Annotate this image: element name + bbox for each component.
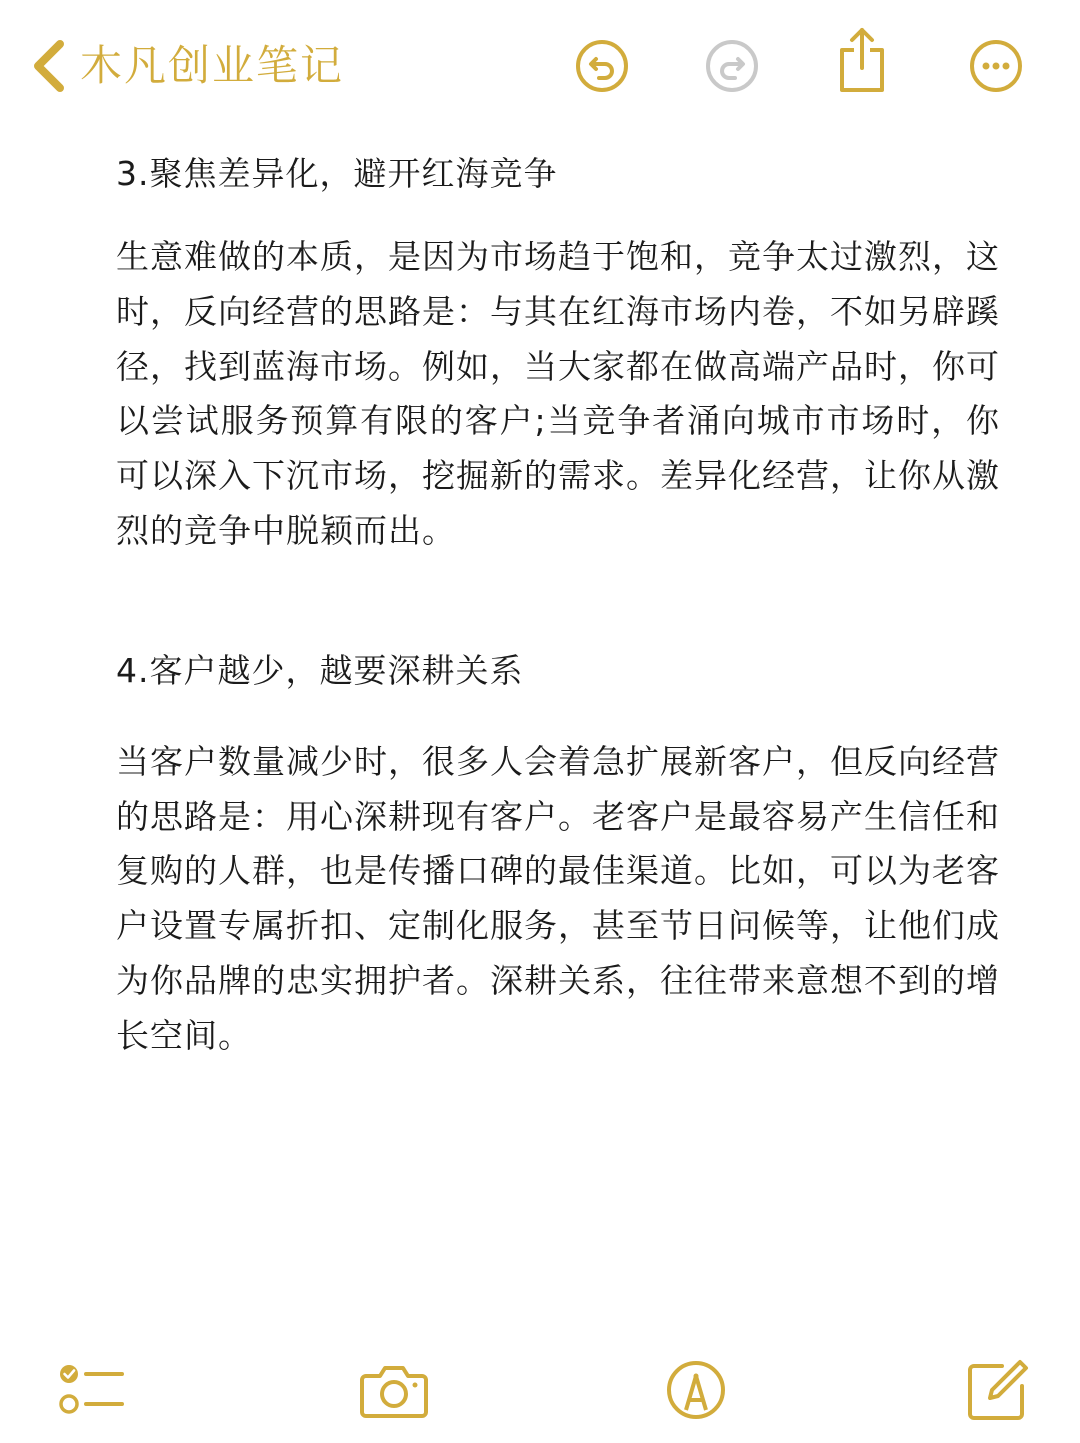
more-icon (968, 38, 1024, 94)
navigation-bar (0, 0, 1080, 130)
compose-button[interactable] (962, 1354, 1034, 1426)
share-icon (834, 26, 890, 94)
checklist-button[interactable] (56, 1354, 128, 1426)
back-button[interactable] (26, 36, 344, 96)
bottom-toolbar (0, 1340, 1080, 1443)
compose-icon (962, 1354, 1034, 1426)
redo-icon (704, 38, 760, 94)
section-heading: 3.聚焦差异化，避开红海竞争 (116, 154, 558, 193)
section-paragraph: 当客户数量减少时，很多人会着急扩展新客户，但反向经营的思路是：用心深耕现有客户。老客户是最容易产生信任和复购的人群，也是传播口碑的最佳渠道。比如，可以为老客户设置专属折扣、定制化服务，甚至节日问候等，让他们成为你品牌的忠实拥护者。深耕关系，往往带来意想不到的增长空间。 (116, 741, 1000, 1055)
note-body[interactable] (116, 146, 1000, 1064)
checklist-icon (56, 1354, 128, 1426)
camera-button[interactable] (358, 1354, 430, 1426)
section-paragraph: 生意难做的本质，是因为市场趋于饱和，竞争太过激烈，这时，反向经营的思路是：与其在红海市场内卷，不如另辟蹊径，找到蓝海市场。例如，当大家都在做高端产品时，你可以尝试服务预算有限的客户;当竞争者涌向城市市场时，你可以深入下沉市场，挖掘新的需求。差异化经营，让你从激烈的竞争中脱颖而出。 (116, 237, 1000, 550)
chevron-left-icon (26, 36, 70, 96)
markup-button[interactable] (660, 1354, 732, 1426)
more-button[interactable] (968, 38, 1024, 94)
section-heading: 4.客户越少，越要深耕关系 (116, 650, 524, 690)
camera-icon (358, 1354, 430, 1426)
markup-pen-icon (660, 1354, 732, 1426)
undo-icon (574, 38, 630, 94)
share-button[interactable] (834, 26, 890, 94)
back-label: 木凡创业笔记 (80, 41, 345, 90)
redo-button[interactable] (704, 38, 760, 94)
undo-button[interactable] (574, 38, 630, 94)
